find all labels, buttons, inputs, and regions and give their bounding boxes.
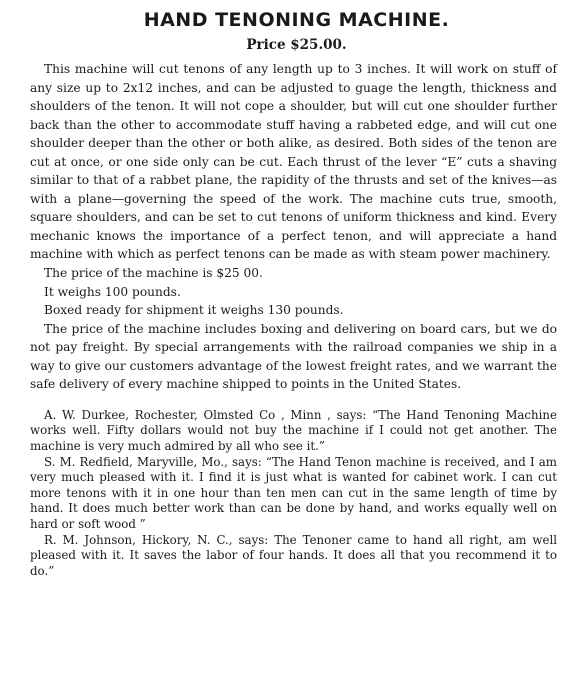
shipping-paragraph: The price of the machine includes boxing and delivering on board cars, but we do not pay freight. By special arrangements with the railroad companies we ship in a way to give our customers advantage of the lowest freight rates, and we warrant the safe delivery of every machine shipped to points in the United States. — [30, 321, 557, 392]
description-section — [30, 60, 557, 394]
page-title: HAND TENONING MACHINE. — [143, 9, 450, 31]
boxed-weight-statement: Boxed ready for shipment it weighs 130 pounds. — [44, 303, 344, 318]
price-line: Price $25.00. — [246, 37, 347, 53]
testimonials-section — [30, 408, 557, 580]
price-statement: The price of the machine is $25 00. — [44, 266, 263, 281]
testimonial-johnson: R. M. Johnson, Hickory, N. C., says: The Tenoner came to hand all right, am well pleased with it. It saves the labor of four hands. It does all that you recommend it to do.” — [30, 532, 557, 578]
description-paragraph: This machine will cut tenons of any length up to 3 inches. It will work on stuff of any size up to 2x12 inches, and can be adjusted to guage the length, thickness and shoulders of the tenon. It will not cope a shoulder, but will cut one shoulder further back than the other to accommodate stuff having a rabbeted edge, and will cut one shoulder deeper than the other or both alike, as desired. Both sides of the tenon are cut at once, or one side only can be cut. Each thrust of the lever “E” cuts a shaving similar to that of a rabbet plane, the rapidity of the thrusts and set of the knives—as with a plane—governing the speed of the work. The machine cuts true, smooth, square shoulders, and can be set to cut tenons of uniform thickness and kind. Every mechanic knows the importance of a perfect tenon, and will appreciate a hand machine with which as perfect tenons can be made as with steam power machinery. — [30, 62, 557, 262]
testimonial-redfield: S. M. Redfield, Maryville, Mo., says: “The Hand Tenon machine is received, and I am very much pleased with it. I find it is just what is wanted for cabinet work. I can cut more tenons with it in one hour than ten men can cut in the same length of time by hand. It does much better work than can be done by hand, and works equally well on hard or soft wood ” — [30, 454, 557, 531]
testimonial-durkee: A. W. Durkee, Rochester, Olmsted Co , Minn , says: “The Hand Tenoning Machine works well. Fifty dollars would not buy the machine if I could not get another. The machine is very much admired by all who see it.” — [30, 407, 557, 454]
weight-statement: It weighs 100 pounds. — [44, 284, 181, 299]
